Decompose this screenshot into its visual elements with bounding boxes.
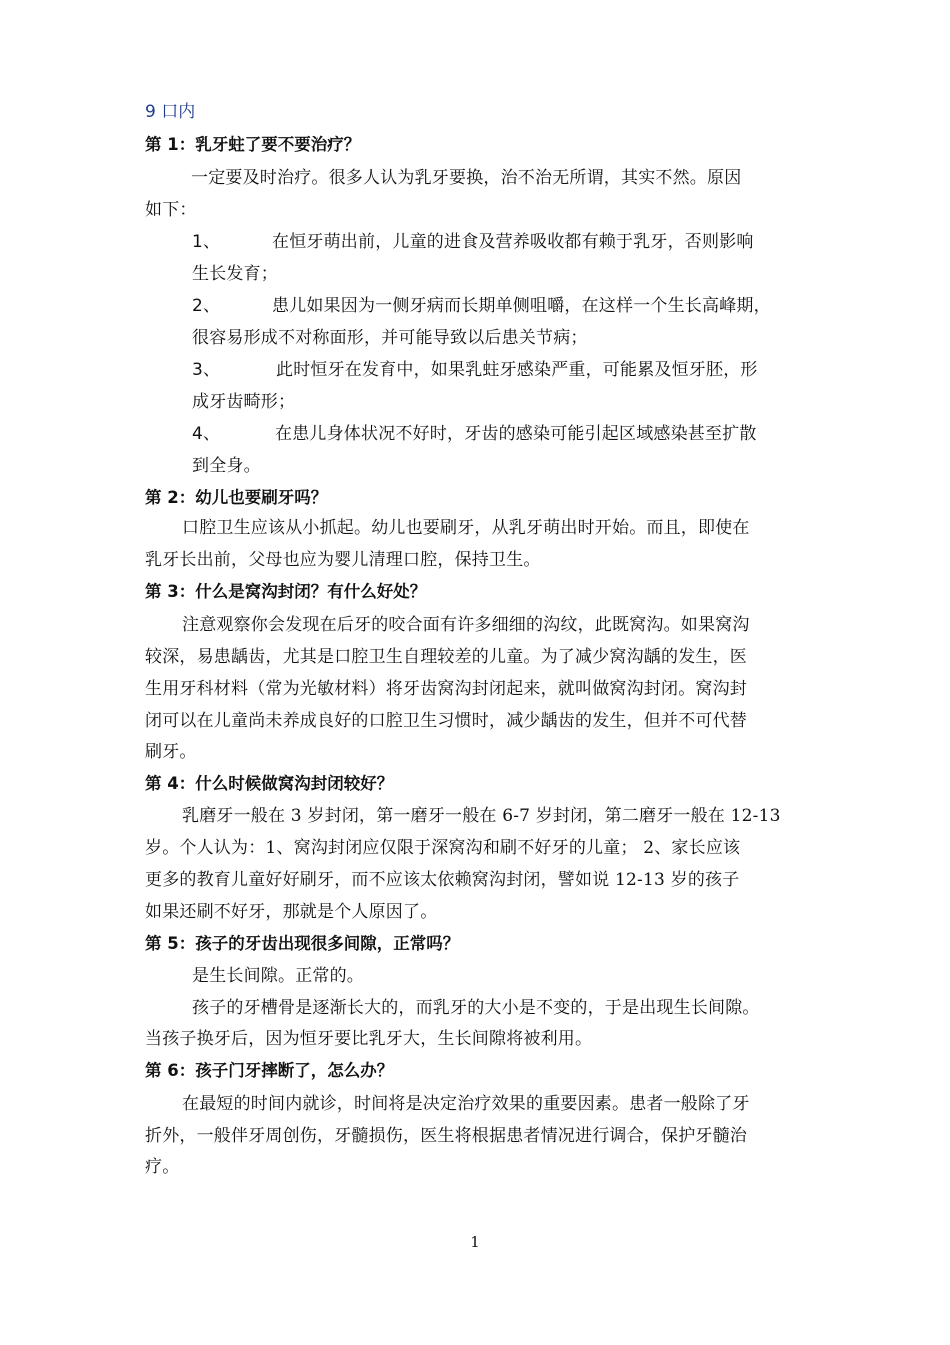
q1-item-4-number: 4、 bbox=[192, 424, 221, 444]
q1-paragraph-line: 如下： bbox=[145, 200, 197, 220]
question-5-title: 第 5：孩子的牙齿出现很多间隙，正常吗？ bbox=[145, 934, 460, 953]
q6-paragraph-line: 折外，一般伴牙周创伤，牙髓损伤，医生将根据患者情况进行调合，保护牙髓治 bbox=[145, 1126, 747, 1146]
q3-paragraph-line: 闭可以在儿童尚未养成良好的口腔卫生习惯时，减少龋齿的发生，但并不可代替 bbox=[145, 711, 747, 731]
q3-paragraph-line: 注意观察你会发现在后牙的咬合面有许多细细的沟纹，此既窝沟。如果窝沟 bbox=[182, 615, 750, 635]
q6-paragraph-line: 疗。 bbox=[145, 1157, 180, 1177]
q1-item-1-text: 在恒牙萌出前，儿童的进食及营养吸收都有赖于乳牙，否则影响 bbox=[272, 232, 754, 252]
q1-item-2-cont: 很容易形成不对称面形，并可能导致以后患关节病； bbox=[192, 328, 588, 348]
q1-item-3-cont: 成牙齿畸形； bbox=[192, 392, 296, 412]
q3-paragraph-line: 生用牙科材料（常为光敏材料）将牙齿窝沟封闭起来，就叫做窝沟封闭。窝沟封 bbox=[145, 679, 747, 699]
q4-paragraph-line: 岁。个人认为：1、窝沟封闭应仅限于深窝沟和刷不好牙的儿童； 2、家长应该 bbox=[145, 838, 741, 858]
q5-paragraph-line: 当孩子换牙后，因为恒牙要比乳牙大，生长间隙将被利用。 bbox=[145, 1029, 593, 1049]
q1-item-4-text: 在患儿身体状况不好时，牙齿的感染可能引起区域感染甚至扩散 bbox=[275, 424, 757, 444]
q5-paragraph-line: 是生长间隙。正常的。 bbox=[192, 966, 364, 986]
q3-paragraph-line: 较深，易患龋齿，尤其是口腔卫生自理较差的儿童。为了减少窝沟龋的发生，医 bbox=[145, 647, 747, 667]
q4-paragraph-line: 更多的教育儿童好好刷牙，而不应该太依赖窝沟封闭，譬如说 12-13 岁的孩子 bbox=[145, 870, 740, 890]
q1-item-1-number: 1、 bbox=[192, 232, 221, 252]
question-3-title: 第 3：什么是窝沟封闭？有什么好处？ bbox=[145, 582, 427, 601]
question-1-title: 第 1：乳牙蛀了要不要治疗？ bbox=[145, 135, 361, 154]
q3-paragraph-line: 刷牙。 bbox=[145, 742, 197, 762]
q6-paragraph-line: 在最短的时间内就诊，时间将是决定治疗效果的重要因素。患者一般除了牙 bbox=[182, 1094, 750, 1114]
q5-paragraph-line: 孩子的牙槽骨是逐渐长大的，而乳牙的大小是不变的，于是出现生长间隙。 bbox=[192, 998, 760, 1018]
q1-item-4-cont: 到全身。 bbox=[192, 456, 261, 476]
question-6-title: 第 6：孩子门牙摔断了，怎么办？ bbox=[145, 1061, 394, 1080]
q1-paragraph-line: 一定要及时治疗。很多人认为乳牙要换，治不治无所谓，其实不然。原因 bbox=[191, 168, 742, 188]
q4-paragraph-line: 乳磨牙一般在 3 岁封闭，第一磨牙一般在 6-7 岁封闭，第二磨牙一般在 12-13 bbox=[182, 806, 781, 826]
question-2-title: 第 2：幼儿也要刷牙吗？ bbox=[145, 488, 328, 507]
q1-item-3-text: 此时恒牙在发育中，如果乳蛀牙感染严重，可能累及恒牙胚，形 bbox=[276, 360, 758, 380]
page-number: 1 bbox=[470, 1233, 480, 1251]
q1-item-3-number: 3、 bbox=[192, 360, 221, 380]
section-title: 9 口内 bbox=[145, 102, 196, 122]
q2-paragraph-line: 口腔卫生应该从小抓起。幼儿也要刷牙，从乳牙萌出时开始。而且，即使在 bbox=[182, 518, 750, 538]
q1-item-2-number: 2、 bbox=[192, 296, 221, 316]
q2-paragraph-line: 乳牙长出前，父母也应为婴儿清理口腔，保持卫生。 bbox=[145, 550, 541, 570]
q1-item-2-text: 患儿如果因为一侧牙病而长期单侧咀嚼，在这样一个生长高峰期， bbox=[272, 296, 771, 316]
q4-paragraph-line: 如果还刷不好牙，那就是个人原因了。 bbox=[145, 902, 438, 922]
q1-item-1-cont: 生长发育； bbox=[192, 264, 278, 284]
question-4-title: 第 4：什么时候做窝沟封闭较好？ bbox=[145, 774, 394, 793]
